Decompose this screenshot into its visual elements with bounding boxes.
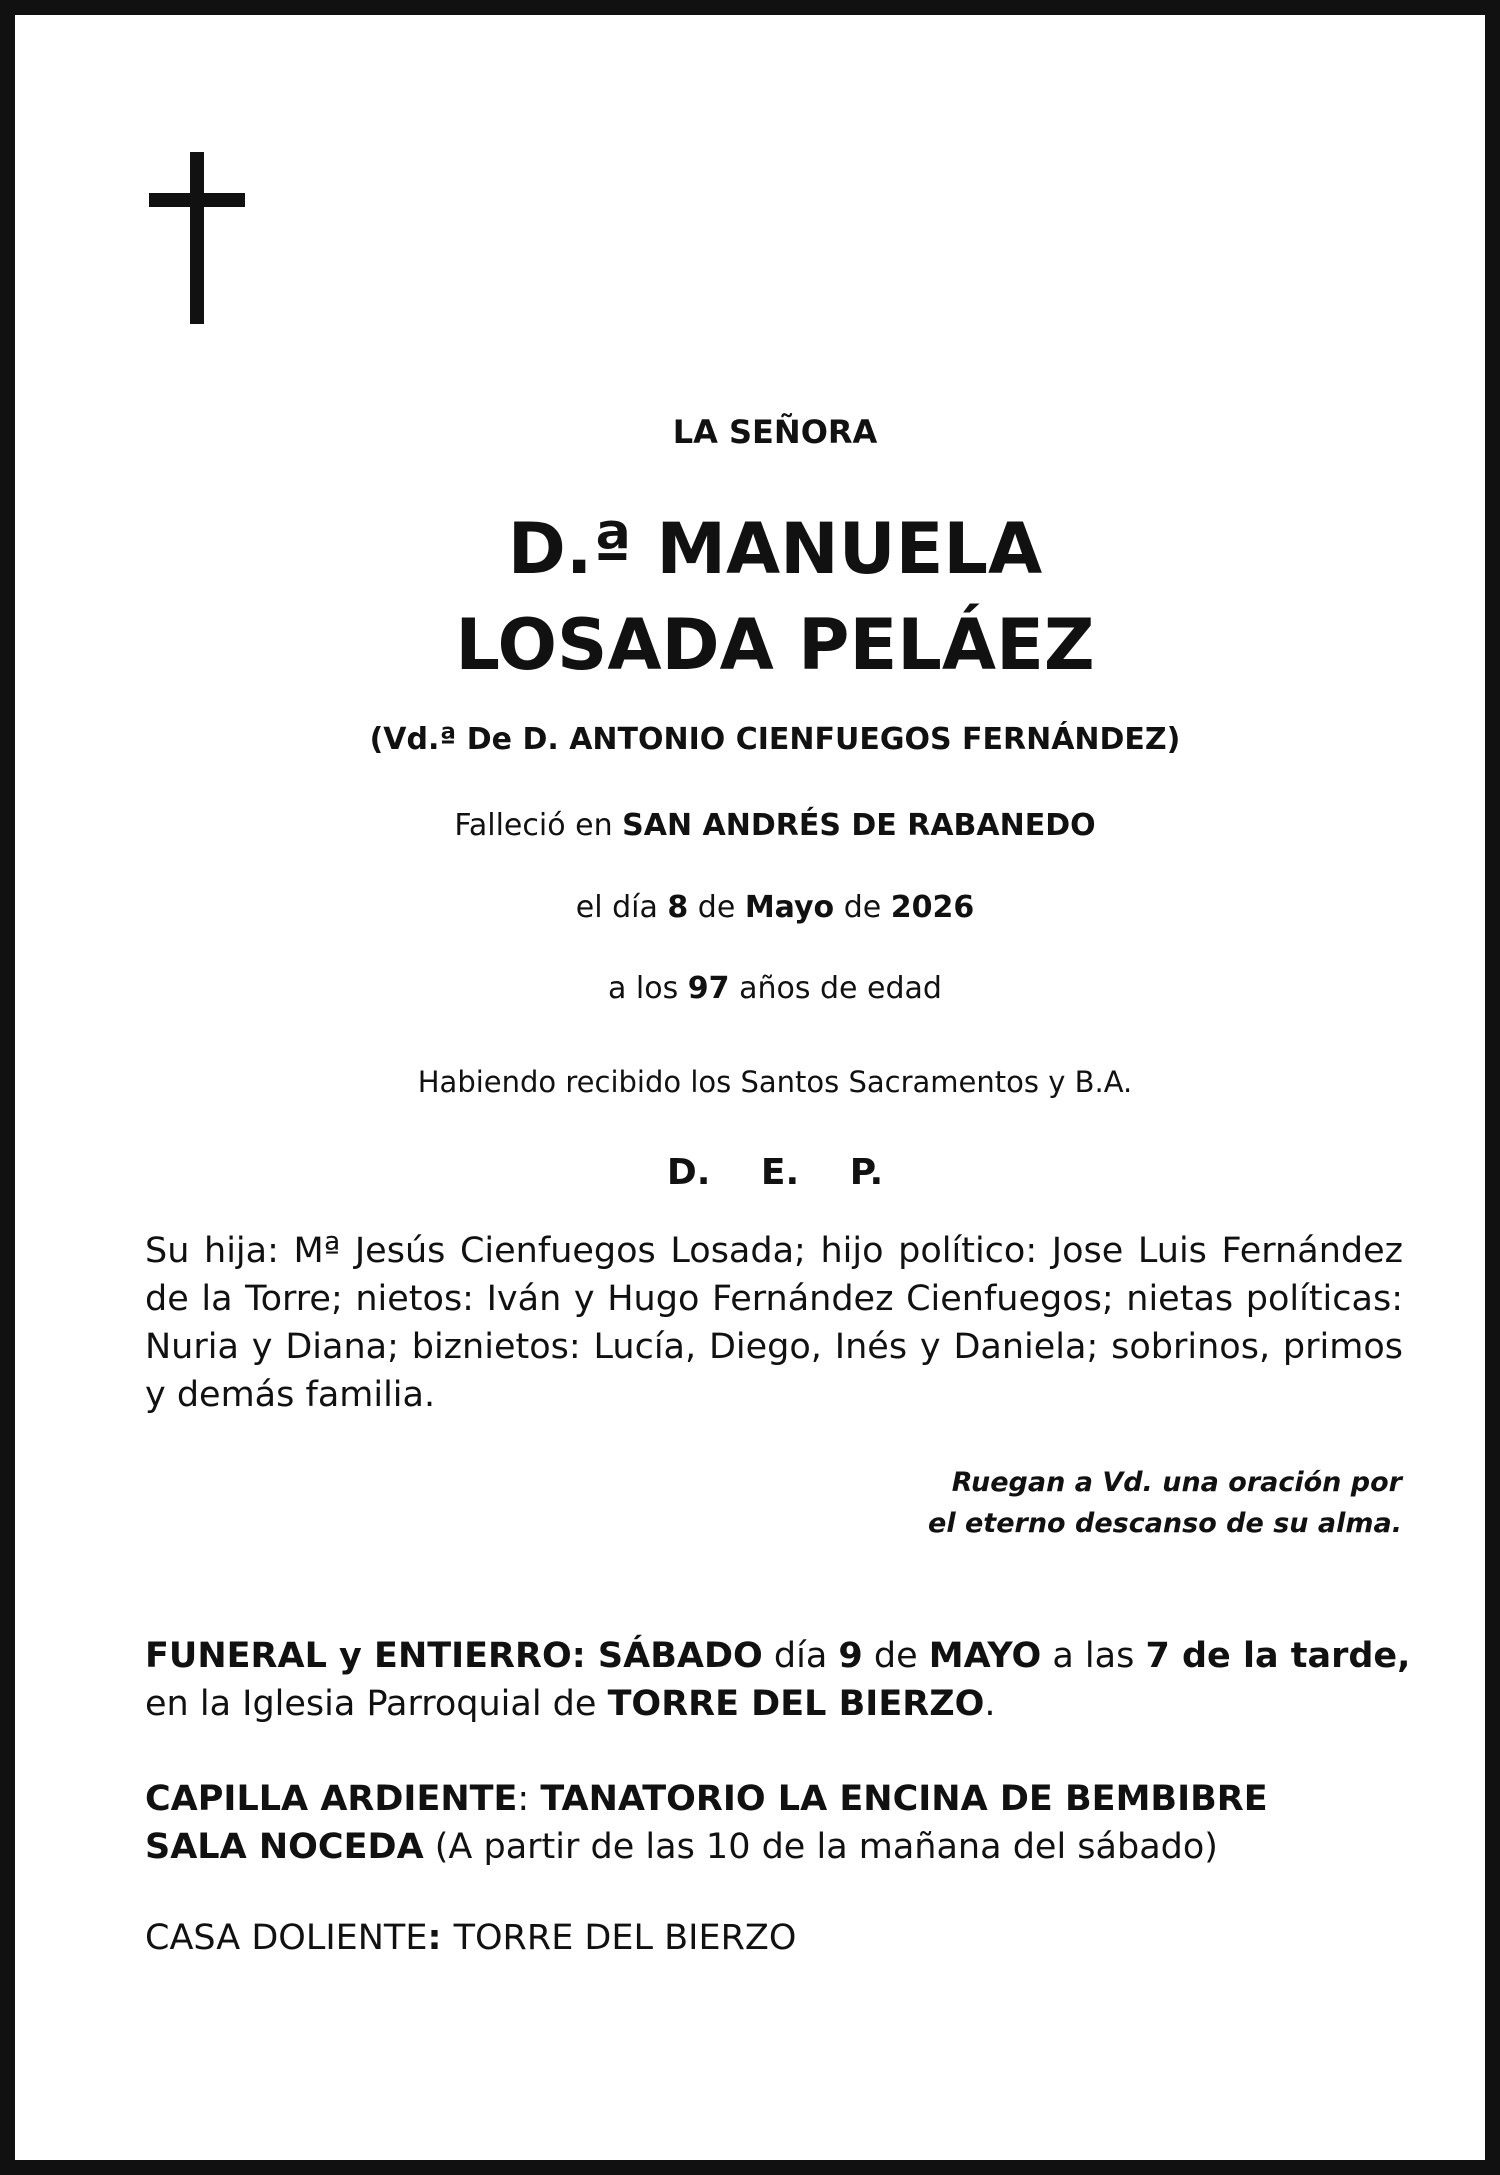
death-place: SAN ANDRÉS DE RABANEDO <box>622 808 1096 843</box>
chapel-sep: : <box>517 1779 541 1819</box>
funeral-text-1: día <box>762 1636 839 1676</box>
funeral-info <box>145 1632 1425 1728</box>
date-year: 2026 <box>890 890 975 925</box>
chapel-room: SALA NOCEDA <box>145 1827 424 1867</box>
chapel-info <box>145 1775 1425 1871</box>
funeral-label: FUNERAL y ENTIERRO: SÁBADO <box>145 1636 763 1676</box>
funeral-text-4: en la Iglesia Parroquial de <box>145 1684 608 1724</box>
dep-initials: D. E. P. <box>666 1152 884 1193</box>
cross-icon <box>149 152 245 324</box>
chapel-note: (A partir de las 10 de la mañana del sábado) <box>423 1827 1218 1867</box>
date-day: 8 <box>667 890 689 925</box>
age-prefix: a los <box>608 971 688 1006</box>
date-sep-2: de <box>834 890 891 925</box>
age-line <box>145 971 1405 1006</box>
funeral-time: 7 de la tarde, <box>1145 1636 1411 1676</box>
house-sep: : <box>427 1918 454 1958</box>
sacraments-line: Habiendo recibido los Santos Sacramentos y B.A. <box>417 1065 1133 1099</box>
funeral-day: 9 <box>838 1636 863 1676</box>
widow-of: (Vd.ª De D. ANTONIO CIENFUEGOS FERNÁNDEZ) <box>369 722 1181 757</box>
house-info <box>145 1914 1425 1962</box>
date-sep-1: de <box>688 890 745 925</box>
deceased-name-line-2: LOSADA PELÁEZ <box>455 604 1095 686</box>
chapel-place: TANATORIO LA ENCINA DE BEMBIBRE <box>540 1779 1268 1819</box>
funeral-month: MAYO <box>928 1636 1042 1676</box>
date-month: Mayo <box>744 890 835 925</box>
notice-title: LA SEÑORA <box>672 413 878 451</box>
house-place: TORRE DEL BIERZO <box>453 1918 797 1958</box>
funeral-text-5: . <box>984 1684 996 1724</box>
funeral-text-3: a las <box>1041 1636 1146 1676</box>
age-years: 97 <box>687 971 730 1006</box>
family-paragraph: Su hija: Mª Jesús Cienfuegos Losada; hijo político: Jose Luis Fernández de la Torre; nietos: Iván y Hugo Fernández Cienfuegos; nietas políticas: Nuria y Diana; biznietos: Lucía, Diego, Inés y Daniela; sobrinos, primos y demás familia. <box>145 1231 1403 1415</box>
death-place-line <box>145 808 1405 843</box>
date-prefix: el día <box>575 890 668 925</box>
deceased-name <box>145 501 1405 693</box>
house-label: CASA DOLIENTE <box>145 1918 428 1958</box>
deceased-name-line-1: D.ª MANUELA <box>507 508 1043 590</box>
prayer-request <box>815 1462 1402 1544</box>
funeral-text-2: de <box>862 1636 929 1676</box>
death-place-prefix: Falleció en <box>454 808 623 843</box>
chapel-label: CAPILLA ARDIENTE <box>145 1779 518 1819</box>
age-suffix: años de edad <box>729 971 942 1006</box>
death-date-line <box>145 890 1405 925</box>
prayer-line-1: Ruegan a Vd. una oración por <box>951 1467 1402 1498</box>
funeral-place: TORRE DEL BIERZO <box>607 1684 985 1724</box>
prayer-line-2: el eterno descanso de su alma. <box>928 1508 1402 1539</box>
